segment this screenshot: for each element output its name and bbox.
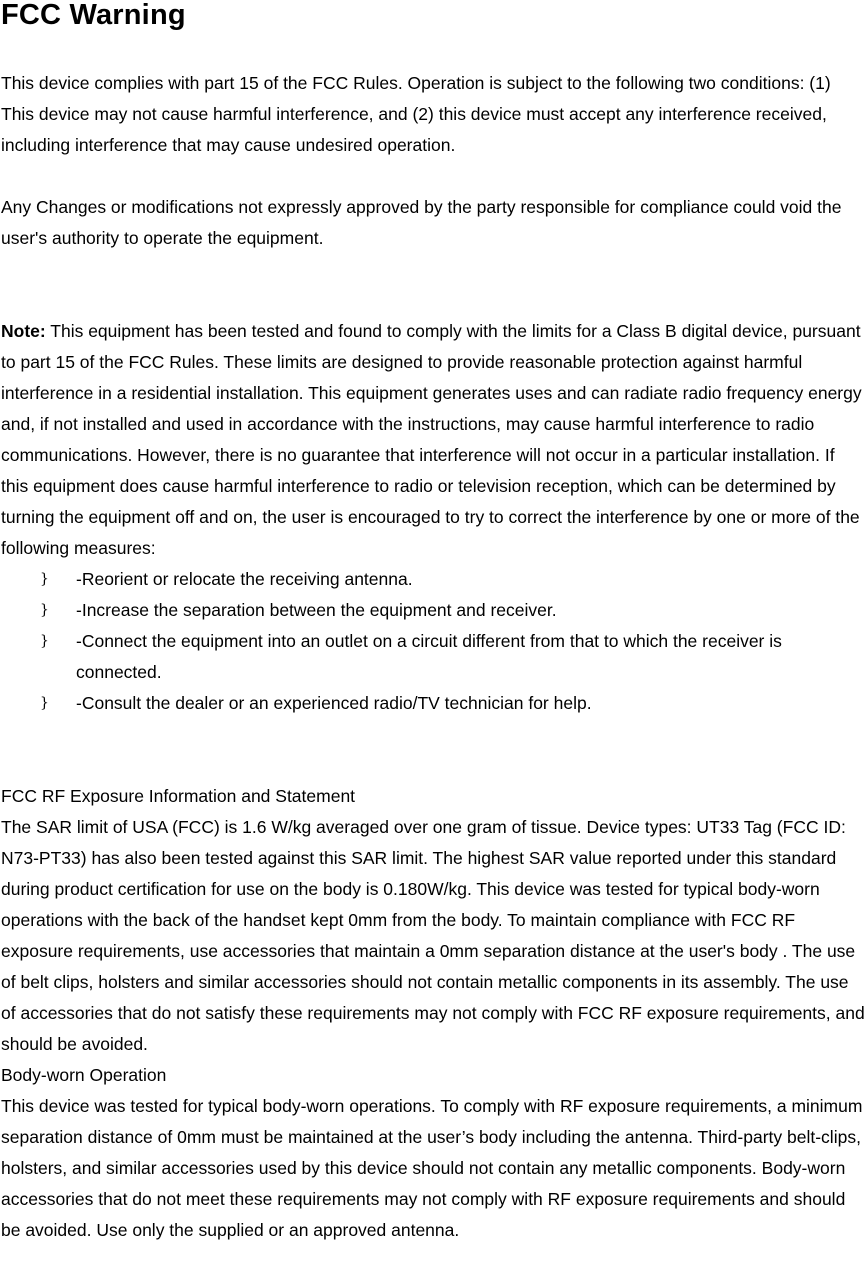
rf-exposure-heading: FCC RF Exposure Information and Statement xyxy=(1,786,356,806)
measure-text: -Connect the equipment into an outlet on a circuit different from that to which the receiver is connected. xyxy=(76,631,782,682)
measures-list xyxy=(1,564,865,719)
list-item xyxy=(1,595,865,626)
list-item xyxy=(1,564,865,595)
note-label: Note: xyxy=(1,321,46,341)
rf-exposure-section xyxy=(1,781,865,1246)
bullet-icon: } xyxy=(40,633,49,649)
note-paragraph xyxy=(1,316,865,564)
note-text: This equipment has been tested and found to comply with the limits for a Class B digital device, pursuant to part 15 of the FCC Rules. These limits are designed to provide reasonable protection against harmful interference in a residential installation. This equipment generates uses and can radiate radio frequency energy and, if not installed and used in accordance with the instructions, may cause harmful interference to radio communications. However, there is no guarantee that interference will not occur in a particular installation. If this equipment does cause harmful interference to radio or television reception, which can be determined by turning the equipment off and on, the user is encouraged to try to correct the interference by one or more of the following measures: xyxy=(1,321,862,558)
measure-text: -Increase the separation between the equipment and receiver. xyxy=(76,600,557,620)
body-worn-paragraph: This device was tested for typical body-worn operations. To comply with RF exposure requirements, a minimum separation distance of 0mm must be maintained at the user’s body including the antenna. Third-party belt-clips, holsters, and similar accessories used by this device should not contain any metallic components. Body-worn accessories that do not meet these requirements may not comply with RF exposure requirements and should be avoided. Use only the supplied or an approved antenna. xyxy=(1,1096,863,1240)
changes-paragraph: Any Changes or modifications not expressly approved by the party responsible for compliance could void the user's authority to operate the equipment. xyxy=(1,197,842,248)
bullet-icon: } xyxy=(40,602,49,618)
bullet-icon: } xyxy=(40,695,49,711)
list-item xyxy=(1,688,865,719)
page-title: FCC Warning xyxy=(1,0,186,31)
bullet-icon: } xyxy=(40,571,49,587)
list-item xyxy=(1,626,865,688)
measure-text: -Consult the dealer or an experienced radio/TV technician for help. xyxy=(76,693,592,713)
intro-paragraph: This device complies with part 15 of the FCC Rules. Operation is subject to the following two conditions: (1) This device may not cause harmful interference, and (2) this device must accept any interference received, including interference that may cause undesired operation. xyxy=(1,73,831,155)
body-worn-heading: Body-worn Operation xyxy=(1,1065,167,1085)
rf-exposure-paragraph: The SAR limit of USA (FCC) is 1.6 W/kg averaged over one gram of tissue. Device types: UT33 Tag (FCC ID: N73-PT33) has also been tested against this SAR limit. The highest SAR value reported under this standard during product certification for use on the body is 0.180W/kg. This device was tested for typical body-worn operations with the back of the handset kept 0mm from the body. To maintain compliance with FCC RF exposure requirements, use accessories that maintain a 0mm separation distance at the user's body . The use of belt clips, holsters and similar accessories should not contain metallic components in its assembly. The use of accessories that do not satisfy these requirements may not comply with FCC RF exposure requirements, and should be avoided. xyxy=(1,817,865,1054)
measure-text: -Reorient or relocate the receiving antenna. xyxy=(76,569,413,589)
